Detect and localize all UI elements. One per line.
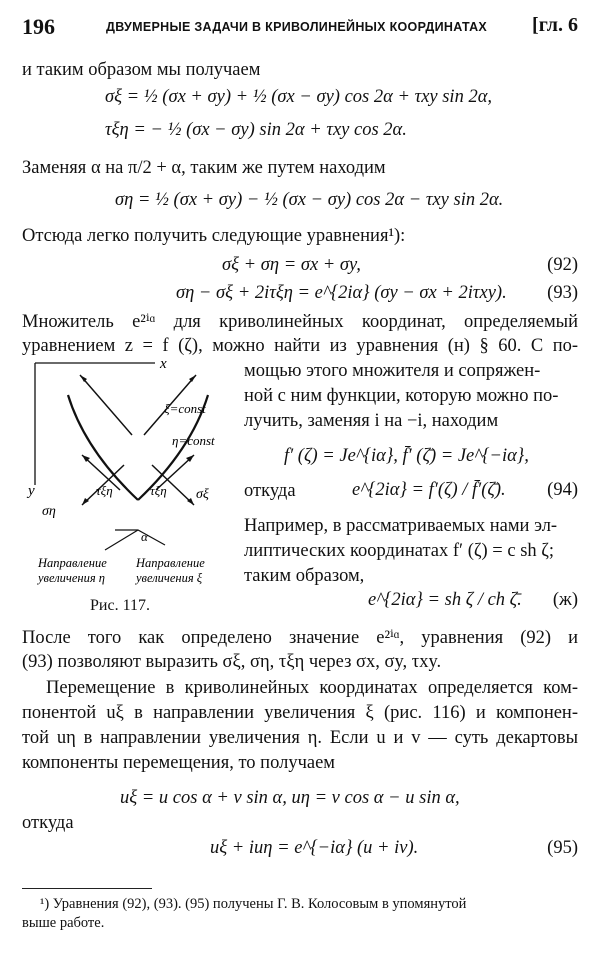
footnote-rule	[22, 888, 152, 889]
equation-94: e^{2iα} = f′(ζ) / f̄′(ζ̄).	[352, 480, 506, 500]
text-line: и таким образом мы получаем	[22, 60, 261, 80]
equation-number-94: (94)	[547, 480, 578, 500]
equation-number-95: (95)	[547, 838, 578, 858]
page-number: 196	[22, 14, 55, 39]
equation-number-92: (92)	[547, 255, 578, 275]
equation-sigma-eta: ση = ½ (σx + σy) − ½ (σx − σy) cos 2α − τxy sin 2α.	[115, 190, 504, 210]
angle-marker	[115, 530, 165, 545]
label-alpha: α	[141, 529, 148, 544]
text-line: Заменяя α на π/2 + α, таким же путем находим	[22, 158, 386, 178]
label-eta-const: η=const	[172, 433, 215, 448]
label-xi-const: ξ=const	[164, 401, 206, 416]
running-header	[22, 14, 578, 42]
text-line: После того как определено значение e²ⁱᵅ, уравнения (92) и	[22, 628, 578, 648]
running-title: ДВУМЕРНЫЕ ЗАДАЧИ В КРИВОЛИНЕЙНЫХ КООРДИНАТАХ	[106, 20, 488, 34]
equation-number-93: (93)	[547, 283, 578, 303]
text-line: Множитель e²ⁱᵅ для криволинейных координат, определяемый	[22, 312, 578, 332]
equation-zh: e^{2iα} = sh ζ / ch ζ̄.	[368, 590, 522, 610]
equation-93: ση − σξ + 2iτξη = e^{2iα} (σy − σx + 2iτxy).	[176, 283, 507, 303]
label-dir-eta-line2: увеличения η	[38, 571, 106, 585]
text-line: Перемещение в криволинейных координатах определяется ком-	[46, 678, 578, 698]
section-ref: [гл. 6	[532, 14, 578, 36]
label-dir-xi-line2: увеличения ξ	[136, 571, 203, 585]
text-line: понентой uξ в направлении увеличения ξ (рис. 116) и компонен-	[22, 703, 578, 723]
text-line: той uη в направлении увеличения η. Если u и v — суть декартовы	[22, 728, 578, 748]
label-tau-left: τξη	[96, 483, 113, 498]
equation-tau-xi-eta: τξη = − ½ (σx − σy) sin 2α + τxy cos 2α.	[105, 120, 407, 140]
label-sigma-eta: ση	[42, 504, 56, 519]
text-line: (93) позволяют выразить σξ, ση, τξη через σx, σy, τxy.	[22, 652, 442, 672]
text-line: откуда	[244, 481, 296, 501]
arrow-line	[80, 375, 132, 435]
figure-117	[20, 355, 245, 595]
equation-92: σξ + ση = σx + σy,	[222, 255, 361, 275]
equation-sigma-xi: σξ = ½ (σx + σy) + ½ (σx − σy) cos 2α + τxy sin 2α,	[105, 87, 493, 107]
text-line: мощью этого множителя и сопряжен-	[244, 361, 541, 381]
equation-95: uξ + iuη = e^{−iα} (u + iv).	[210, 838, 419, 858]
equation-u-components: uξ = u cos α + v sin α, uη = v cos α − u sin α,	[120, 788, 460, 808]
text-line: таким образом,	[244, 566, 365, 586]
text-line: компоненты перемещения, то получаем	[22, 753, 336, 773]
equation-number-zh: (ж)	[552, 590, 578, 610]
footnote-line: выше работе.	[22, 915, 105, 931]
figure-caption: Рис. 117.	[90, 597, 150, 614]
label-dir-eta-line1: Направление	[38, 556, 107, 570]
text-line: откуда	[22, 813, 74, 833]
text-line: Например, в рассматриваемых нами эл-	[244, 516, 558, 536]
label-tau-right: τξη	[150, 483, 167, 498]
text-line: ной с ним функции, которую можно по-	[244, 386, 559, 406]
text-line: Отсюда легко получить следующие уравнения¹):	[22, 226, 406, 246]
label-sigma-xi: σξ	[196, 487, 209, 502]
text-line: лучить, заменяя i на −i, находим	[244, 411, 499, 431]
text-line: уравнением z = f (ζ), можно найти из уравнения (н) § 60. С по-	[22, 336, 578, 356]
text-line: липтических координатах f′ (ζ) = c sh ζ;	[244, 541, 555, 561]
label-dir-xi-line1: Направление	[136, 556, 205, 570]
y-axis-label: y	[28, 483, 35, 499]
x-axis-label: x	[160, 356, 167, 372]
equation-f-prime: f′ (ζ) = Je^{iα}, f̄′ (ζ̄) = Je^{−iα},	[284, 446, 529, 466]
angle-marker	[105, 530, 138, 550]
footnote-line: ¹) Уравнения (92), (93). (95) получены Г. В. Колосовым в упомянутой	[40, 896, 467, 912]
